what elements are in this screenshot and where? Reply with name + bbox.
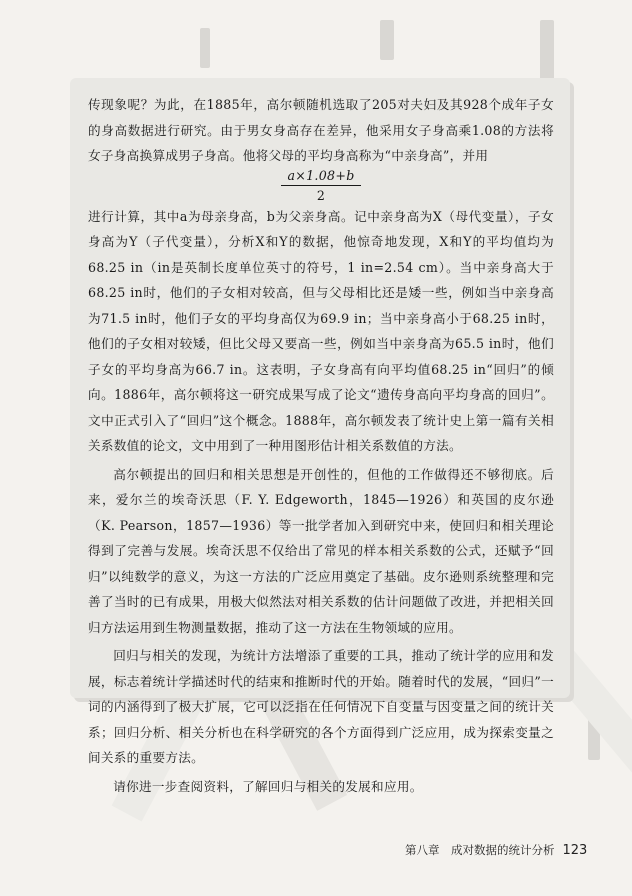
paragraph-1: 传现象呢？为此，在1885年，高尔顿随机选取了205对夫妇及其928个成年子女的身高数据进行研究。由于男女身高存在差异，他采用女子身高乘1.08的方法将女子身高换算成男子身高。他将父母的平均身高称为“中亲身高”，并用	[88, 97, 554, 163]
page-footer	[405, 842, 587, 858]
chapter-title: 第八章 成对数据的统计分析	[405, 843, 555, 857]
background-decoration	[200, 28, 210, 68]
paragraph-3: 高尔顿提出的回归和相关思想是开创性的，但他的工作做得还不够彻底。后来，爱尔兰的埃奇沃思（F. Y. Edgeworth，1845—1926）和英国的皮尔逊（K. Pearson，1857—1936）等一批学者加入到研究中来，使回归和相关理论得到了完善与发展。埃奇沃思不仅给出了常见的样本相关系数的公式，还赋予“回归”以纯数学的意义，为这一方法的广泛应用奠定了基础。皮尔逊则系统整理和完善了当时的已有成果，用极大似然法对相关系数的估计问题做了改进，并把相关回归方法运用到生物测量数据，推动了这一方法在生物领域的应用。	[88, 466, 554, 635]
page-number: 123	[562, 843, 588, 858]
background-decoration	[380, 20, 394, 60]
paragraph-4: 回归与相关的发现，为统计方法增添了重要的工具，推动了统计学的应用和发展，标志着统计学描述时代的结束和推断时代的开始。随着时代的发展，“回归”一词的内涵得到了极大扩展，它可以泛指在任何情况下自变量与因变量之间的统计关系；回归分析、相关分析也在科学研究的各个方面得到广泛应用，成为探索变量之间关系的重要方法。	[88, 648, 554, 765]
fraction	[281, 167, 360, 204]
paragraph-2: 进行计算，其中a为母亲身高，b为父亲身高。记中亲身高为X（母代变量），子女身高为Y（子代变量），分析X和Y的数据，他惊奇地发现，X和Y的平均值均为68.25 in（in是英制长度单位英寸的符号，1 in=2.54 cm）。当中亲身高大于68.25 in时，他们的子女相对较高，但与父母相比还是矮一些，例如当中亲身高为71.5 in时，他们子女的平均身高仅为69.9 in；当中亲身高小于68.25 in时，他们的子女相对较矮，但比父母又要高一些，例如当中亲身高为65.5 in时，他们子女的平均身高为66.7 in。这表明，子女身高有向平均值68.25 in“回归”的倾向。1886年，高尔顿将这一研究成果写成了论文“遗传身高向平均身高的回归”。文中正式引入了“回归”这个概念。1888年，高尔顿发表了统计史上第一篇有关相关系数值的论文，文中用到了一种用图形估计相关系数值的方法。	[88, 208, 554, 453]
paragraph-5: 请你进一步查阅资料，了解回归与相关的发展和应用。	[113, 778, 423, 794]
formula-denominator: 2	[316, 187, 326, 203]
mid-parent-height-formula	[88, 167, 554, 204]
body-text	[88, 92, 554, 799]
formula-numerator: a×1.08+b	[281, 167, 360, 186]
